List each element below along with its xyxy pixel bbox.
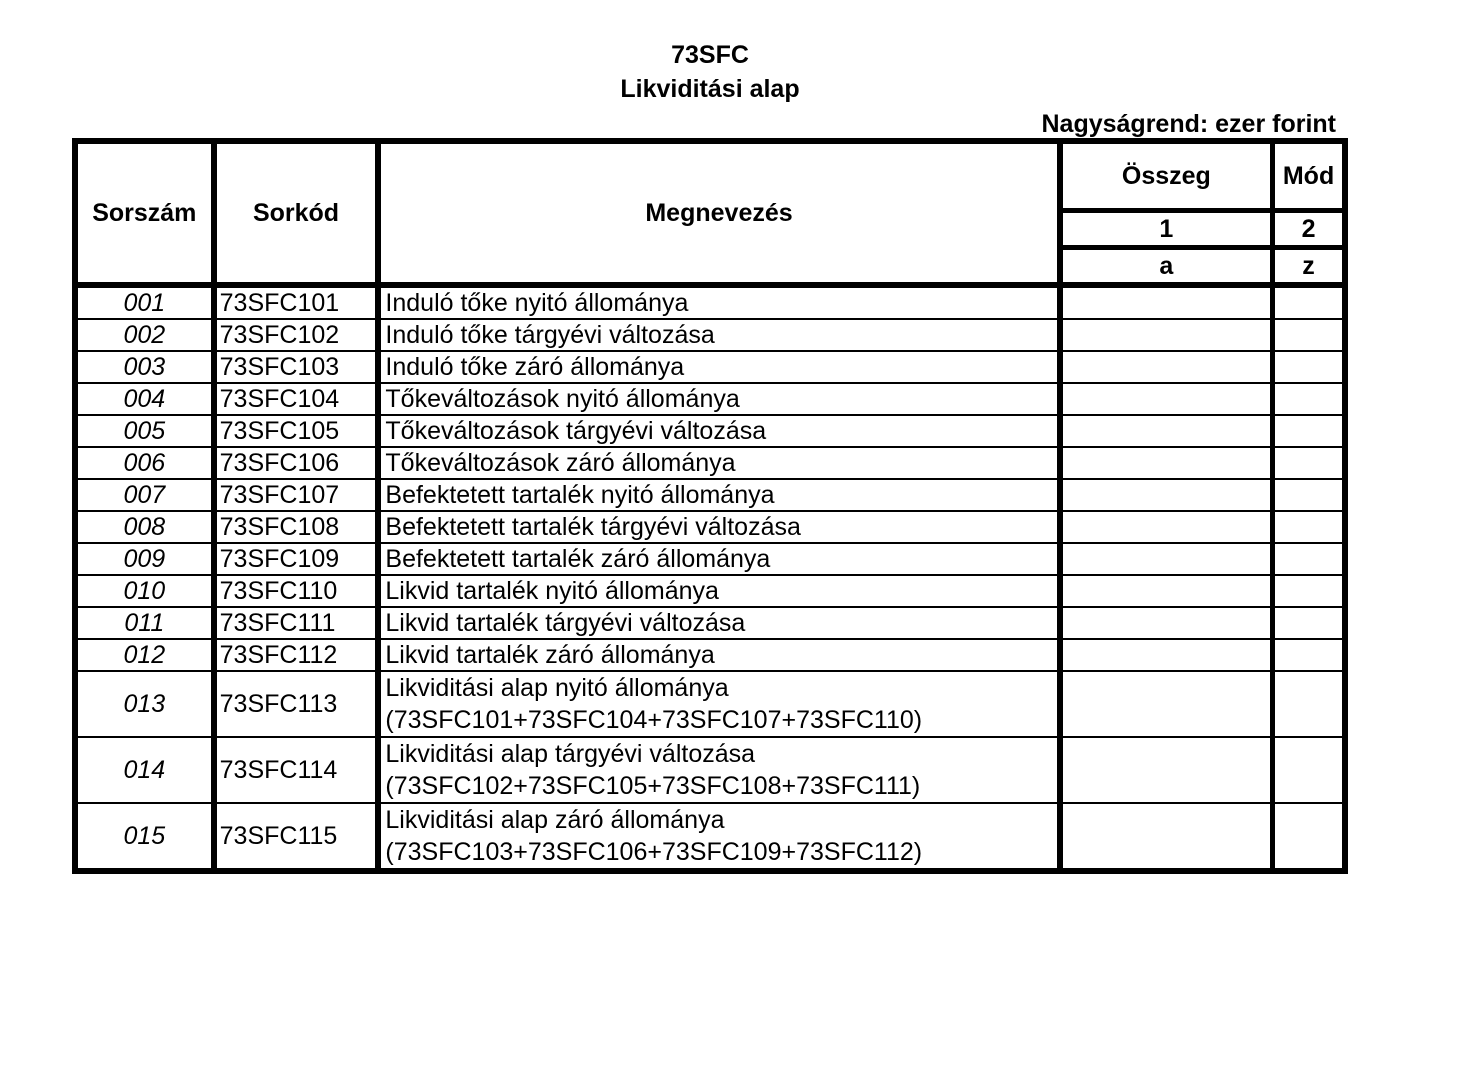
col-header-osszeg: Összeg [1060,141,1273,211]
table-row [75,575,1345,607]
amount-cell[interactable] [1060,543,1273,575]
row-number: 012 [75,639,214,671]
table-row [75,671,1345,737]
row-description-line1: Likviditási alap tárgyévi változása [385,740,756,768]
row-code: 73SFC107 [214,479,379,511]
mod-cell[interactable] [1273,607,1345,639]
amount-cell[interactable] [1060,511,1273,543]
mod-cell[interactable] [1273,737,1345,803]
row-description: Likvid tartalék nyitó állománya [378,575,1059,607]
row-description: Tőkeváltozások záró állománya [378,447,1059,479]
table-row [75,351,1345,383]
col-number-osszeg: 1 [1060,211,1273,248]
row-code: 73SFC115 [214,803,379,871]
row-number: 010 [75,575,214,607]
table-row [75,543,1345,575]
table-row [75,479,1345,511]
row-description-formula: (73SFC101+73SFC104+73SFC107+73SFC110) [385,706,923,734]
mod-cell[interactable] [1273,575,1345,607]
row-code: 73SFC105 [214,415,379,447]
row-code: 73SFC114 [214,737,379,803]
row-description: Tőkeváltozások tárgyévi változása [378,415,1059,447]
form-title: Likviditási alap [620,75,800,103]
row-description-formula: (73SFC102+73SFC105+73SFC108+73SFC111) [385,772,921,800]
row-code: 73SFC113 [214,671,379,737]
unit-label: Nagyságrend: ezer forint [1041,110,1336,138]
col-letter-mod: z [1273,248,1345,286]
amount-cell[interactable] [1060,737,1273,803]
table-row [75,415,1345,447]
col-header-megnevezes: Megnevezés [378,141,1059,285]
row-description [378,671,1059,737]
row-description: Befektetett tartalék tárgyévi változása [378,511,1059,543]
amount-cell[interactable] [1060,671,1273,737]
row-code: 73SFC106 [214,447,379,479]
row-number: 009 [75,543,214,575]
row-number: 011 [75,607,214,639]
mod-cell[interactable] [1273,383,1345,415]
amount-cell[interactable] [1060,639,1273,671]
table-row [75,511,1345,543]
amount-cell[interactable] [1060,383,1273,415]
row-description-line1: Likviditási alap záró állománya [385,806,725,834]
row-number: 005 [75,415,214,447]
amount-cell[interactable] [1060,415,1273,447]
row-number: 003 [75,351,214,383]
row-description-line1: Likviditási alap nyitó állománya [385,674,729,702]
row-number: 001 [75,285,214,319]
row-code: 73SFC104 [214,383,379,415]
row-number: 004 [75,383,214,415]
row-code: 73SFC109 [214,543,379,575]
table-row [75,285,1345,319]
row-code: 73SFC108 [214,511,379,543]
table-row [75,737,1345,803]
row-code: 73SFC102 [214,319,379,351]
amount-cell[interactable] [1060,803,1273,871]
mod-cell[interactable] [1273,479,1345,511]
mod-cell[interactable] [1273,447,1345,479]
mod-cell[interactable] [1273,285,1345,319]
row-number: 014 [75,737,214,803]
col-letter-osszeg: a [1060,248,1273,286]
amount-cell[interactable] [1060,351,1273,383]
row-description: Tőkeváltozások nyitó állománya [378,383,1059,415]
table-row [75,319,1345,351]
mod-cell[interactable] [1273,671,1345,737]
table-row [75,447,1345,479]
col-header-mod: Mód [1273,141,1345,211]
mod-cell[interactable] [1273,803,1345,871]
table-row [75,639,1345,671]
amount-cell[interactable] [1060,575,1273,607]
row-description: Induló tőke nyitó állománya [378,285,1059,319]
row-number: 007 [75,479,214,511]
row-number: 002 [75,319,214,351]
table-row [75,383,1345,415]
amount-cell[interactable] [1060,447,1273,479]
row-description [378,803,1059,871]
row-description: Likvid tartalék tárgyévi változása [378,607,1059,639]
amount-cell[interactable] [1060,607,1273,639]
table-row [75,607,1345,639]
amount-cell[interactable] [1060,319,1273,351]
row-description: Befektetett tartalék záró állománya [378,543,1059,575]
amount-cell[interactable] [1060,479,1273,511]
row-number: 008 [75,511,214,543]
row-code: 73SFC112 [214,639,379,671]
data-table [72,138,1348,874]
col-header-sorkod: Sorkód [214,141,379,285]
row-code: 73SFC110 [214,575,379,607]
row-description: Induló tőke záró állománya [378,351,1059,383]
form-code: 73SFC [671,41,749,69]
row-number: 015 [75,803,214,871]
row-description [378,737,1059,803]
row-description: Befektetett tartalék nyitó állománya [378,479,1059,511]
col-header-sorszam: Sorszám [75,141,214,285]
mod-cell[interactable] [1273,511,1345,543]
row-description-formula: (73SFC103+73SFC106+73SFC109+73SFC112) [385,838,923,866]
row-code: 73SFC101 [214,285,379,319]
row-description: Induló tőke tárgyévi változása [378,319,1059,351]
row-code: 73SFC103 [214,351,379,383]
row-number: 013 [75,671,214,737]
row-number: 006 [75,447,214,479]
amount-cell[interactable] [1060,285,1273,319]
mod-cell[interactable] [1273,319,1345,351]
mod-cell[interactable] [1273,415,1345,447]
row-description: Likvid tartalék záró állománya [378,639,1059,671]
mod-cell[interactable] [1273,543,1345,575]
mod-cell[interactable] [1273,351,1345,383]
col-number-mod: 2 [1273,211,1345,248]
mod-cell[interactable] [1273,639,1345,671]
row-code: 73SFC111 [214,607,379,639]
table-row [75,803,1345,871]
